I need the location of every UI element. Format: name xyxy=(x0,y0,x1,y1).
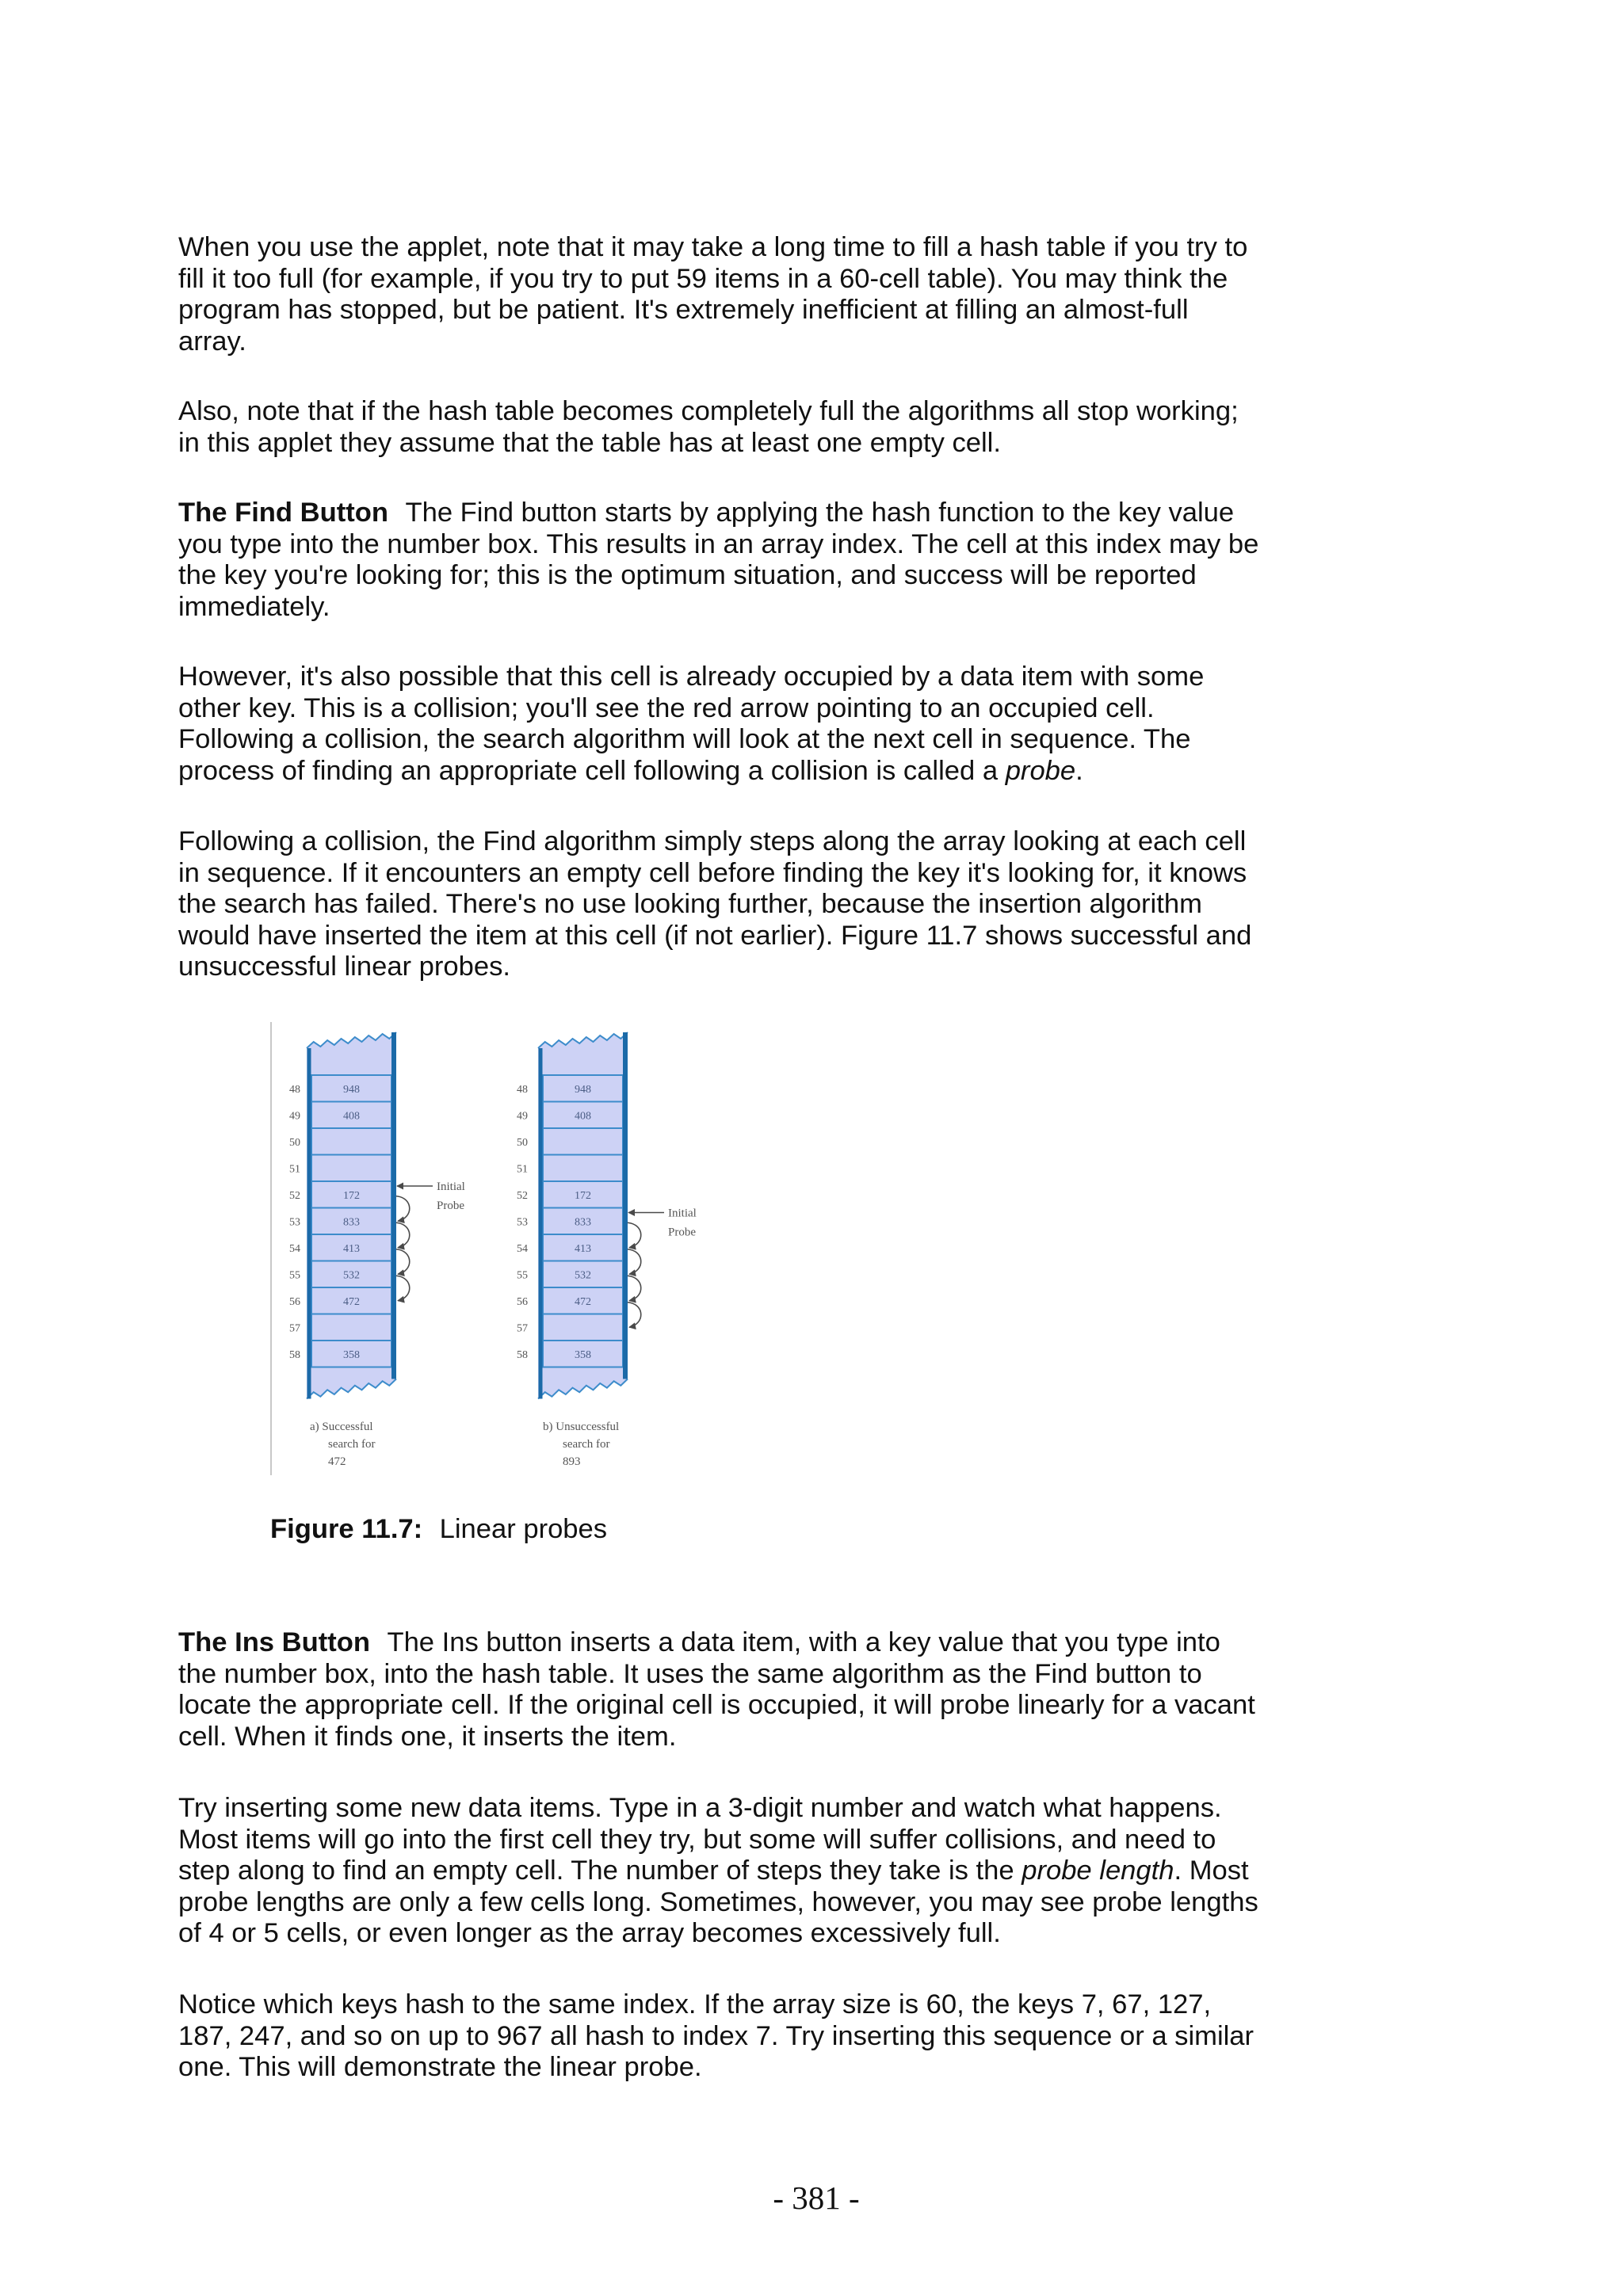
cell-index: 51 xyxy=(289,1163,300,1176)
cell-value: 532 xyxy=(343,1269,360,1282)
italic-term: probe length xyxy=(1022,1855,1174,1886)
cell-index: 50 xyxy=(289,1136,300,1149)
cell-index: 53 xyxy=(517,1216,528,1229)
section-heading: The Ins Button xyxy=(178,1627,371,1657)
cell-index: 54 xyxy=(289,1242,300,1255)
cell-index: 53 xyxy=(289,1216,300,1229)
text-line: you type into the number box. This results in an array index. The cell at this index may be xyxy=(178,528,1259,559)
text-line: of 4 or 5 cells, or even longer as the array becomes excessively full. xyxy=(178,1918,1001,1949)
text-line: 187, 247, and so on up to 967 all hash to index 7. Try inserting this sequence or a similar xyxy=(178,2020,1254,2051)
cell-value: 413 xyxy=(343,1242,360,1255)
cell-index: 52 xyxy=(517,1189,528,1202)
text-line: one. This will demonstrate the linear probe. xyxy=(178,2052,702,2083)
probe-arrow xyxy=(396,1249,410,1275)
text-line: in this applet they assume that the table has at least one empty cell. xyxy=(178,427,1001,458)
cell-index: 57 xyxy=(517,1322,528,1335)
array-cell xyxy=(543,1155,623,1182)
text-line: the key you're looking for; this is the optimum situation, and success will be reported xyxy=(178,560,1197,591)
figure-panels xyxy=(289,1032,697,1468)
initial-probe-label: Initial xyxy=(437,1180,465,1193)
cell-index: 48 xyxy=(517,1083,528,1096)
linear-probe-figure xyxy=(270,1022,714,1478)
paragraph xyxy=(178,232,1247,357)
cell-value: 833 xyxy=(575,1216,591,1229)
array-cell xyxy=(543,1128,623,1155)
initial-probe-label: Probe xyxy=(668,1226,696,1239)
text-line xyxy=(178,498,1258,529)
text-run: . xyxy=(1075,755,1083,786)
text-line: in sequence. If it encounters an empty cell before finding the key it's looking for, it knows xyxy=(178,857,1247,888)
cell-index: 55 xyxy=(517,1269,528,1282)
cell-value: 172 xyxy=(575,1189,591,1202)
probe-arrow xyxy=(396,1222,410,1248)
cell-value: 532 xyxy=(575,1269,591,1282)
text-line: Also, note that if the hash table becomes completely full the algorithms all stop working; xyxy=(178,396,1239,426)
text-line: immediately. xyxy=(178,591,330,622)
paragraph-ins-button xyxy=(178,1627,1255,1753)
text-line: program has stopped, but be patient. It's extremely inefficient at filling an almost-full xyxy=(178,295,1189,326)
panel-caption: 893 xyxy=(563,1455,581,1468)
cell-value: 472 xyxy=(343,1295,360,1308)
probe-arrow xyxy=(628,1249,641,1275)
cell-value: 472 xyxy=(575,1295,591,1308)
cell-value: 172 xyxy=(343,1189,360,1202)
cell-value: 833 xyxy=(343,1216,360,1229)
text-line: Try inserting some new data items. Type in a 3-digit number and watch what happens. xyxy=(178,1793,1222,1823)
panel-caption: a) Successful xyxy=(310,1421,373,1433)
figure-caption xyxy=(270,1514,607,1546)
text-run: The Find button starts by applying the hash function to the key value xyxy=(405,498,1235,528)
cell-index: 54 xyxy=(517,1242,528,1255)
probe-arrow xyxy=(396,1276,410,1301)
cell-value: 948 xyxy=(343,1083,360,1096)
cell-value: 948 xyxy=(575,1083,591,1096)
paragraph xyxy=(178,826,1251,983)
text-line: fill it too full (for example, if you try to put 59 items in a 60-cell table). You may think the xyxy=(178,263,1228,294)
cell-index: 56 xyxy=(517,1295,528,1308)
cell-value: 358 xyxy=(343,1348,360,1361)
paragraph-find-button xyxy=(178,498,1258,623)
cell-index: 50 xyxy=(517,1136,528,1149)
panel-caption: search for xyxy=(563,1438,610,1451)
text-line: unsuccessful linear probes. xyxy=(178,952,511,982)
text-line: Notice which keys hash to the same index. If the array size is 60, the keys 7, 67, 127, xyxy=(178,1989,1212,2019)
cell-index: 48 xyxy=(289,1083,300,1096)
text-line: However, it's also possible that this cell is already occupied by a data item with some xyxy=(178,662,1205,692)
cell-value: 358 xyxy=(575,1348,591,1361)
text-run: step along to find an empty cell. The number of steps they take is the xyxy=(178,1855,1022,1886)
text-line: locate the appropriate cell. If the original cell is occupied, it will probe linearly for a vacant xyxy=(178,1690,1255,1721)
italic-term: probe xyxy=(1005,755,1076,786)
cell-index: 52 xyxy=(289,1189,300,1202)
array-cell xyxy=(311,1314,391,1341)
cell-index: 51 xyxy=(517,1163,528,1176)
paragraph xyxy=(178,662,1204,787)
cell-value: 408 xyxy=(343,1110,360,1123)
text-line xyxy=(178,1855,1258,1887)
probe-arrow xyxy=(628,1276,641,1301)
probe-arrow xyxy=(628,1302,641,1328)
panel-caption: b) Unsuccessful xyxy=(543,1421,620,1433)
array-cell xyxy=(543,1314,623,1341)
text-line: would have inserted the item at this cell (if not earlier). Figure 11.7 shows successful and xyxy=(178,920,1252,951)
panel-caption: 472 xyxy=(328,1455,346,1468)
cell-index: 56 xyxy=(289,1295,300,1308)
hash-table-panel xyxy=(289,1032,465,1468)
cell-index: 57 xyxy=(289,1322,300,1335)
text-line: Following a collision, the Find algorithm simply steps along the array looking at each cell xyxy=(178,826,1247,856)
initial-probe-label: Probe xyxy=(437,1199,464,1212)
paragraph xyxy=(178,396,1239,459)
text-line: cell. When it finds one, it inserts the item. xyxy=(178,1721,677,1752)
text-run: process of finding an appropriate cell following a collision is called a xyxy=(178,755,1006,786)
probe-arrow xyxy=(628,1222,641,1248)
text-run: The Ins button inserts a data item, with a key value that you type into xyxy=(387,1627,1220,1657)
text-line: the number box, into the hash table. It uses the same algorithm as the Find button to xyxy=(178,1658,1202,1689)
cell-value: 413 xyxy=(575,1242,591,1255)
text-line: the search has failed. There's no use looking further, because the insertion algorithm xyxy=(178,889,1202,920)
section-heading: The Find Button xyxy=(178,498,389,528)
cell-value: 408 xyxy=(575,1110,591,1123)
paragraph xyxy=(178,1989,1254,2084)
text-line: array. xyxy=(178,326,246,357)
panel-caption: search for xyxy=(328,1438,376,1451)
cell-index: 49 xyxy=(517,1110,528,1123)
cell-index: 55 xyxy=(289,1269,300,1282)
text-line: When you use the applet, note that it may take a long time to fill a hash table if you try to xyxy=(178,232,1248,262)
text-run: . Most xyxy=(1174,1855,1249,1886)
cell-index: 58 xyxy=(289,1348,300,1361)
probe-arrow xyxy=(396,1196,410,1222)
text-line xyxy=(178,756,1204,788)
array-cell xyxy=(311,1128,391,1155)
hash-table-panel xyxy=(517,1032,697,1468)
paragraph xyxy=(178,1793,1258,1950)
text-line: other key. This is a collision; you'll see the red arrow pointing to an occupied cell. xyxy=(178,692,1155,723)
initial-probe-label: Initial xyxy=(668,1207,697,1220)
text-line: Most items will go into the first cell they try, but some will suffer collisions, and need to xyxy=(178,1824,1216,1855)
array-cell xyxy=(311,1155,391,1182)
text-line: Following a collision, the search algorithm will look at the next cell in sequence. The xyxy=(178,724,1191,755)
cell-index: 58 xyxy=(517,1348,528,1361)
figure-caption-text: Linear probes xyxy=(439,1514,608,1544)
text-line xyxy=(178,1627,1255,1659)
figure-caption-label: Figure 11.7: xyxy=(270,1514,423,1544)
text-line: probe lengths are only a few cells long. Sometimes, however, you may see probe lengths xyxy=(178,1886,1258,1917)
cell-index: 49 xyxy=(289,1110,300,1123)
page-number: - 381 - xyxy=(773,2180,860,2216)
